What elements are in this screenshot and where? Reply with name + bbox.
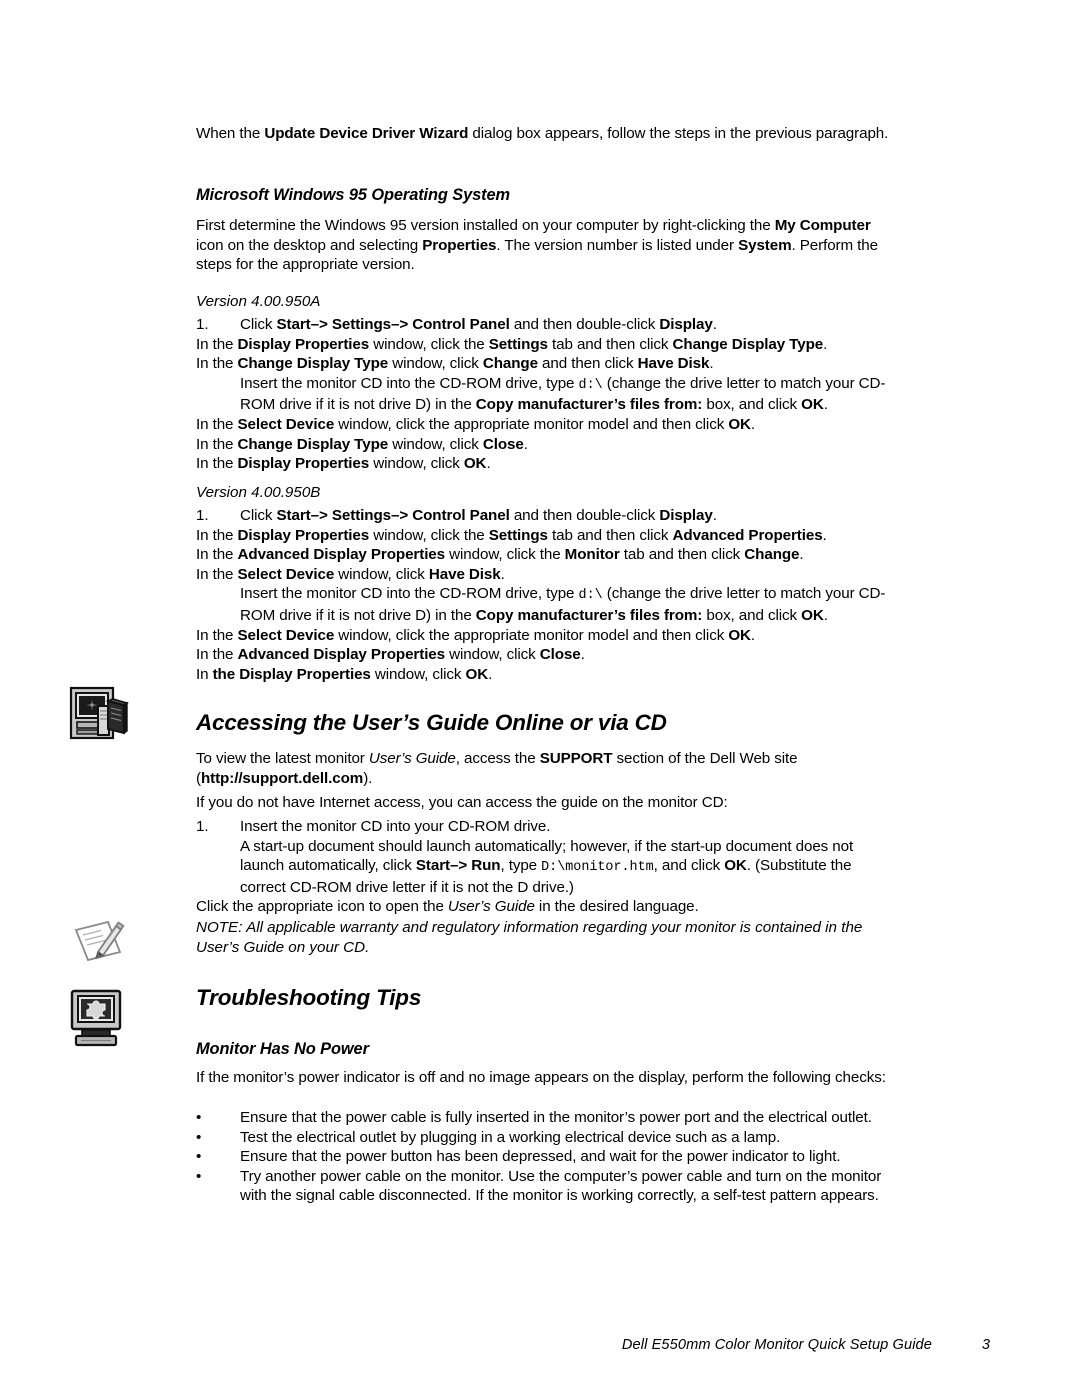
list-item [196,1167,892,1206]
intro-paragraph-block [196,124,892,144]
text-run-3: OK [463,455,487,473]
text-run-4: box, and click [702,396,802,414]
text-run-0: A start-up document should launch automatically; however, if the start-up document does not launch automatically, click [240,837,854,875]
list-item-text [196,645,892,665]
text-run-7: Display [659,316,713,333]
text-run-5: D:\monitor.htm [541,860,654,876]
list-item-text [196,626,892,646]
bullet-icon: • [196,1109,202,1126]
text-run-2: window, click the appropriate monitor model and then click [334,415,729,433]
accessing-para2: If you do not have Internet access, you can access the guide on the monitor CD: [196,794,728,811]
win95-heading-block [196,185,892,205]
text-run-2: window, click [388,355,483,373]
troubleshooting-subheading-block [196,1039,892,1059]
text-run-2: window, click [369,455,464,473]
list-item-text [240,506,892,526]
list-item [196,454,892,474]
list-item [196,1147,892,1167]
list-item-text [196,584,892,625]
text-run-5: Change Display Type [672,335,824,353]
bullet-icon: • [196,1148,202,1166]
version-a-label-block [196,292,892,312]
text-run-3: Close [482,435,524,453]
text-run-4: box, and click [702,606,802,624]
text-run-4: tab and then click [547,335,673,353]
win95-intro-c: icon on the desktop and selecting [196,236,423,254]
list-item [196,335,892,355]
bullet-icon: • [196,1128,202,1146]
text-run-1: Select Device [237,415,335,433]
text-run-4: . [580,646,585,664]
list-item [196,415,892,435]
text-run-0: In the [196,526,238,544]
text-run-0: In [196,665,213,683]
troubleshooting-heading-block [196,985,892,1011]
text-run-7: OK [724,857,747,875]
list-item [196,435,892,455]
list-item [196,1108,892,1128]
text-run-1: Select Device [237,626,335,644]
text-run-1: Display Properties [237,455,370,473]
text-run-6: , and click [653,857,725,875]
text-run-5: OK [801,396,824,414]
text-run-0: Click the appropriate icon to open the [196,898,448,916]
text-run-0: Click [240,507,277,524]
text-run-1: Display Properties [237,335,370,353]
text-run-3: Settings [488,335,548,353]
text-run-6: . [823,606,828,624]
list-item [196,315,892,335]
list-item-text [196,335,892,355]
accessing-heading-block [196,710,892,736]
monitor-puzzle-icon-svg [68,986,126,1048]
text-run-8: . (Substitute the correct CD-ROM drive letter if it is not the D drive.) [240,857,852,896]
accessing-note-block [196,918,892,957]
text-run-3: Change [482,355,538,373]
list-item [196,626,892,646]
text-run-2: (change the drive letter to match your CD-ROM drive if it is not drive D) in the [240,585,886,624]
version-a-steps [196,315,892,474]
text-run-4: . [500,565,505,583]
text-run-1: Select Device [237,565,335,583]
list-item-text [196,526,892,546]
text-run-6: . [709,355,714,373]
troubleshooting-bullets [196,1108,892,1206]
text-run-0: Insert the monitor CD into the CD-ROM drive, type [240,585,579,603]
text-run-6: and then double-click [509,507,660,524]
list-item [196,584,892,625]
text-run-2: window, click [388,435,483,453]
list-item-text: Ensure that the power cable is fully inserted in the monitor’s power port and the electrical outlet. [240,1109,872,1126]
text-run-6: . [822,526,827,544]
troubleshooting-intro: If the monitor’s power indicator is off and no image appears on the display, perform the following checks: [196,1069,886,1086]
text-run-3: Have Disk [428,565,501,583]
list-item-number: 1. [196,507,209,524]
text-run-1: the Display Properties [212,665,371,683]
version-b-label: Version 4.00.950B [196,484,321,501]
text-run-1: User’s Guide [447,898,535,916]
list-item-text: Test the electrical outlet by plugging in a working electrical device such as a lamp. [240,1128,781,1146]
list-item [196,665,892,685]
text-run-2: , access the [455,750,540,767]
list-item-text [196,665,892,685]
text-run-3: OK [728,415,751,433]
text-run-3: Monitor [564,546,620,564]
text-run-4: . [750,415,756,433]
note-pencil-icon-svg [68,908,130,970]
list-item [196,565,892,585]
troubleshooting-intro-block [196,1068,892,1088]
list-item-text: Ensure that the power button has been depressed, and wait for the power indicator to light. [240,1148,841,1166]
text-run-0: In the [196,626,238,644]
bullet-icon: • [196,1167,202,1185]
text-run-3: Copy manufacturer’s files from: [475,606,703,624]
text-run-1: User’s Guide [368,750,456,767]
list-item-text [196,435,892,455]
accessing-steps [196,817,892,917]
list-item-number: 1. [196,818,209,835]
list-item-text [196,545,892,565]
win95-heading: Microsoft Windows 95 Operating System [196,186,511,204]
text-run-0: To view the latest monitor [196,750,369,767]
text-run-3: Copy manufacturer’s files from: [475,396,703,414]
text-run-3: Run [471,857,501,875]
text-run-1: Change Display Type [237,355,389,373]
text-run-3: Settings [488,526,548,544]
text-run-1: Display Properties [237,526,370,544]
text-run-0: In the [196,646,238,664]
intro-text-a: When the [196,125,265,142]
text-run-4: section of the Dell Web site ( [196,750,798,787]
text-run-2: –> [449,857,472,875]
text-run-1: Change Display Type [237,435,389,453]
list-item-text [240,315,892,335]
text-run-5: Control Panel [412,507,510,524]
text-run-2: window, click the [369,526,489,544]
list-item-text [196,354,892,374]
text-run-6: . [823,335,828,353]
list-item-text [196,897,892,917]
text-run-5: Change [744,546,800,564]
text-run-6: . [799,546,804,564]
list-item [196,545,892,565]
list-item [196,837,892,898]
troubleshooting-subheading: Monitor Has No Power [196,1040,369,1058]
text-run-6: ). [363,769,373,787]
text-run-4: , type [500,857,542,875]
list-item-text: Try another power cable on the monitor. Use the computer’s power cable and turn on the monitor with the signal cable disconnected. If the monitor is working correctly, a self-test pattern appears. [240,1167,882,1205]
accessing-para1 [196,749,892,788]
text-run-4: tab and then click [619,546,745,564]
text-run-2: in the desired language. [534,898,699,916]
list-item [196,526,892,546]
intro-text-bold: Update Device Driver Wizard [264,125,469,142]
text-run-1: d:\ [578,588,603,604]
text-run-3: Settings [331,507,392,524]
list-item [196,897,892,917]
text-run-5: http://support.dell.com [200,769,364,787]
list-item-text [196,565,892,585]
list-item [196,817,892,837]
accessing-heading: Accessing the User’s Guide Online or via CD [196,710,667,735]
list-item-text [240,817,892,837]
text-run-8: . [712,316,717,333]
text-run-4: . [750,626,756,644]
text-run-4: –> [391,507,413,524]
text-run-5: Advanced Properties [672,526,823,544]
win95-intro-g: . Perform the steps for the appropriate version. [196,236,878,274]
win95-intro-e: . The version number is listed under [496,236,739,254]
list-item [196,645,892,665]
note-pencil-icon [68,908,130,975]
text-run-2: (change the drive letter to match your CD-ROM drive if it is not drive D) in the [240,374,886,414]
text-run-8: . [712,507,717,524]
text-run-2: window, click the appropriate monitor model and then click [334,626,729,644]
text-run-0: In the [196,565,238,583]
text-run-1: Advanced Display Properties [237,646,446,664]
text-run-4: . [523,435,528,453]
text-run-2: window, click [370,665,466,683]
text-run-0: In the [196,435,238,453]
text-run-0: In the [196,355,238,373]
text-run-0: Insert the monitor CD into the CD-ROM drive, type [240,374,579,392]
text-run-1: d:\ [578,377,603,393]
win95-intro-block [196,216,892,275]
text-run-0: Insert the monitor CD into your CD-ROM drive. [240,818,551,835]
intro-text-c: dialog box appears, follow the steps in the previous paragraph. [468,125,889,142]
text-run-2: window, click [445,646,540,664]
text-run-3: Settings [331,316,392,333]
text-run-0: Click [240,316,277,333]
list-item-text [240,837,892,898]
list-item [196,506,892,526]
text-run-6: and then double-click [509,316,660,333]
text-run-4: . [488,665,493,683]
text-run-7: Display [659,507,713,524]
text-run-1: Advanced Display Properties [237,546,446,564]
text-run-4: –> [391,316,413,333]
list-item [196,1128,892,1148]
list-item-text [196,415,892,435]
version-b-label-block [196,483,892,503]
computer-book-icon [68,684,130,751]
accessing-para2-block [196,793,892,813]
intro-paragraph [196,124,892,144]
accessing-note: NOTE: All applicable warranty and regulatory information regarding your monitor is contained in the User’s Guide on your CD. [196,919,863,956]
text-run-2: window, click the [445,546,565,564]
text-run-1: Start [415,857,450,875]
text-run-3: Close [539,646,581,664]
text-run-2: window, click [334,565,429,583]
text-run-5: Control Panel [412,316,510,333]
text-run-5: OK [801,606,824,624]
monitor-puzzle-icon [68,986,126,1053]
version-a-label: Version 4.00.950A [196,293,321,310]
list-item-number: 1. [196,316,209,333]
text-run-0: In the [196,415,238,433]
text-run-0: In the [196,455,238,473]
text-run-0: In the [196,546,238,564]
text-run-2: window, click the [369,335,489,353]
troubleshooting-heading: Troubleshooting Tips [196,985,422,1010]
version-b-steps [196,506,892,684]
text-run-0: In the [196,335,238,353]
text-run-1: Start [276,316,311,333]
win95-intro-d: Properties [422,236,497,254]
win95-intro-b: My Computer [774,217,871,234]
list-item-text [196,374,892,415]
win95-intro-a: First determine the Windows 95 version installed on your computer by right-clicking the [196,217,775,234]
text-run-4: . [486,455,491,473]
page-footer [196,1337,990,1353]
text-run-3: OK [728,626,751,644]
list-item [196,354,892,374]
text-run-5: Have Disk [637,355,710,373]
accessing-para1-block [196,749,892,788]
text-run-2: –> [310,507,332,524]
text-run-2: –> [310,316,332,333]
footer-title: Dell E550mm Color Monitor Quick Setup Guide [621,1337,932,1353]
win95-intro-paragraph [196,216,892,275]
text-run-3: SUPPORT [539,750,613,767]
footer-page-number: 3 [981,1337,990,1353]
list-item-text [196,454,892,474]
text-run-4: tab and then click [547,526,673,544]
text-run-6: . [823,396,828,414]
text-run-1: Start [276,507,311,524]
computer-book-icon-svg [68,684,130,746]
text-run-4: and then click [537,355,638,373]
text-run-3: OK [465,665,489,683]
win95-intro-f: System [738,236,792,254]
list-item [196,374,892,415]
